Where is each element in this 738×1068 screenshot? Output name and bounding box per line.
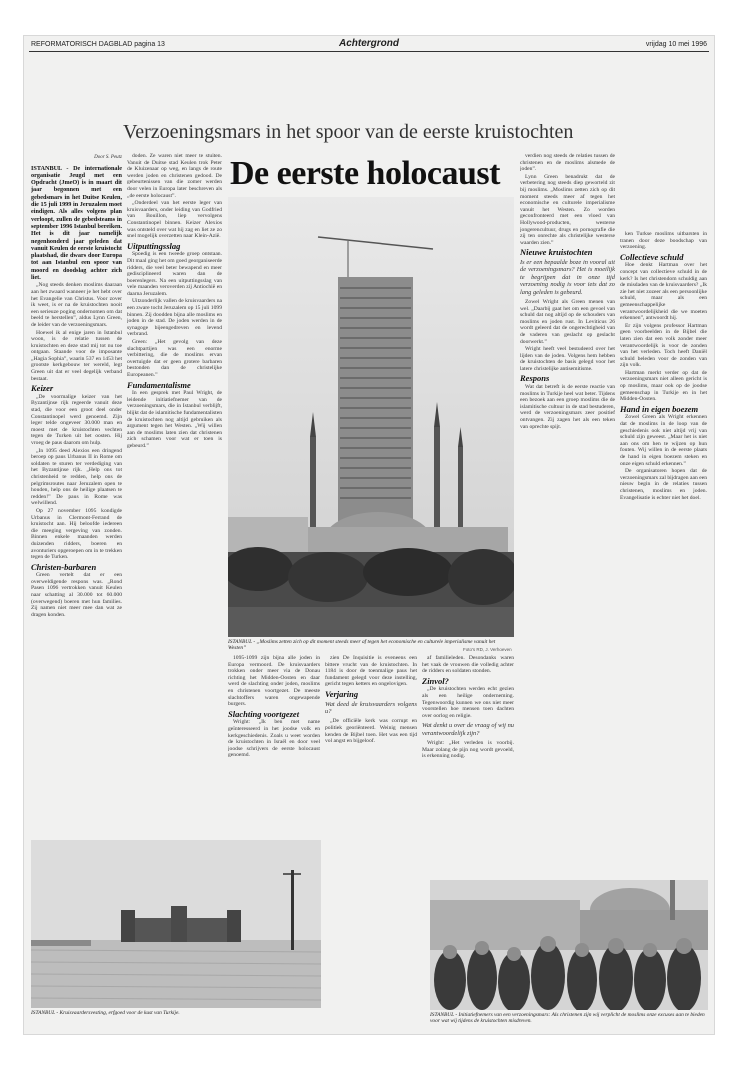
paragraph: Spoedig is een tweede groep ontstaan. Dit maal ging het om goed georganiseerde ridders, die veel beter bewapend en meer gedisciplineerd waren dan de boerenlegers. Na een uitputtingsslag van vele maanden veroverden zij Antiochië en daarna Jeruzalem. <box>127 251 222 297</box>
paragraph: Zowel Wright als Green menen van wel. „Daarbij gaat het om een gevoel van schuld dat nog altijd op de schouders van moslims en joden rust. In Leviticus 26 wordt geleerd dat de ongerechtigheid van de vaderen van geslacht op geslacht doorwerkt.” <box>520 298 615 345</box>
paragraph: „De officiële kerk was corrupt en politiek georiënteerd. Weinig mensen kenden de Bijbel toen. Het was een tijd vol angst en bijgeloof. <box>325 718 417 745</box>
caption-text: ISTANBUL - Kruisvaardersvesting, erfgoed voor de kust van Turkije. <box>31 1010 180 1016</box>
paragraph: zien De Inquisitie is eveneens een bittere vrucht van de kruistochten. In 1184 is door de toenmalige paus het fundament gelegd voor deze instelling, gericht tegen ketters en ongelovigen. <box>325 655 417 688</box>
subheading: Hand in eigen boezem <box>620 403 699 414</box>
skyline-illustration <box>228 197 514 637</box>
crowd-illustration <box>430 880 708 1010</box>
paragraph: Er zijn volgens professor Hartman geen voorbeelden in de Bijbel die laten zien dat een volk zonder meer verantwoordelijk is voor de zonden van het verleden. Toch heeft Daniël schuld beleden voor de zonden van zijn volk. <box>620 322 707 369</box>
subheading: Verjaring <box>325 688 359 699</box>
header-date: vrijdag 10 mei 1996 <box>645 41 707 48</box>
column-6 <box>520 153 615 875</box>
lead-paragraph: ISTANBUL - De internationale organisatie Jeugd met een Opdracht (JmeO) is in maart dit jaar begonnen met een gebedsmars in het Duitse Keulen, die 15 juli 1999 in Jeruzalem moet eindigen. Als alles volgens plan verloopt, zullen de gebedsteams in september 1996 Istanbul bereiken. Het is dit jaar namelijk negenhonderd jaar geleden dat vanuit Keulen de eerste kruistocht plaatshad, die dwars door Europa tot aan Istanbul een spoor van moord en doodslag achter zich liet. <box>31 164 122 282</box>
photo-credit: Foto's RD, J. Verhoeven <box>463 647 512 652</box>
paragraph: Hoewel ik al enige jaren in Istanbul woon, is de relatie tussen de kruistochten en deze stad mij tot nu toe ontgaan. Staande voor de imposante „Hagia Sophia”, waarin 537 en 1453 het grootste kerkgebouw ter wereld, legt Green uit dat er veel degelijk verband bestaat. <box>31 329 122 382</box>
article-headline: De eerste holocaust <box>230 155 500 192</box>
paragraph: In een gesprek met Paul Wright, de leidende initiatiefnemer van de verzoeningsmars, die in Istanbul verblijft, blijkt dat de islamitische fundamentalisten de kruistochten nog altijd gebruiken als argument tegen het Westen. „Wij willen aan de moslims laten zien dat christenen zich schamen voor wat er toen is gebeurd.” <box>127 390 222 449</box>
page-header <box>23 35 715 51</box>
subheading: Collectieve schuld <box>620 251 684 262</box>
interview-question: Wat denkt u over de vraag of wij nu verantwoordelijk zijn? <box>422 722 514 737</box>
paragraph: „De kruistochten werden echt gezien als een heilige onderneming. Tegenwoordig kunnen we ons niet meer voorstellen hoe mensen toen dachten over oorlog en religie. <box>422 686 514 719</box>
column-bottom-4 <box>422 655 514 875</box>
caption-text: ISTANBUL - Initiatiefnemers van een verzoeningsmars: Als christenen zijn wij verplicht de moslims onze excuses aan te bieden voor wat wij tijdens de kruistochten misdreven. <box>430 1012 705 1025</box>
paragraph: Green: „Het gevolg van deze slachtpartijen was een enorme verbittering, die de moslims ervan overtuigde dat er geen grotere barbaren bestonden dan de christelijke Europeanen.” <box>127 339 222 378</box>
subheading: Fundamentalisme <box>127 379 191 390</box>
subheading: Zinvol? <box>422 675 449 686</box>
caption-bottom-left <box>31 1010 321 1020</box>
paragraph: Hoe denkt Hartman over het concept van collectieve schuld in de kerk? Is het christendom schuldig aan de misdaden van de kruisvaarders? „Ik zie het niet zozeer als een persoonlijke schuld, maar als een gemeenschappelijke verantwoordelijkheid die we moeten erkennen”, antwoordt hij. <box>620 262 707 322</box>
paragraph: Wright: „Het verleden is voorbij. Maar zolang de pijn nog wordt gevoeld, is erkenning nodig. <box>422 740 514 760</box>
header-section: Achtergrond <box>339 38 399 49</box>
paragraph: „Onderdeel van het eerste leger van kruisvaarders, onder leiding van Godfried van Bouillon, liep vervolgens Constantinopel binnen. Keizer Alexios was ontsteld over wat hij zag en liet ze zo snel mogelijk overzetten naar Klein-Azië. <box>127 200 222 240</box>
caption-bottom-right <box>430 1012 708 1028</box>
subheading: Slachting voortgezet <box>228 708 300 719</box>
subheading: Nieuwe kruistochten <box>520 247 593 258</box>
paragraph: Wat dat betreft is de eerste reactie van moslims in Turkije heel wat beter. Tijdens een bezoek aan een groep moslims die de islamitische cultuur in de stad bestuderen, werd de verzoeningsmars zeer positief ontvangen. Zij zagen het als een teken van oprechte spijt. <box>520 384 615 430</box>
header-rule <box>29 51 709 52</box>
header-publication: REFORMATORISCH DAGBLAD pagina 13 <box>31 41 165 48</box>
photo-sea-fortress <box>31 840 321 1008</box>
fortress-illustration <box>31 840 321 1008</box>
paragraph: Hartman merkt verder op dat de verzoeningsmars niet alleen gericht is op moslims, maar ook op de joodse gemeenschap in Turkije en in het Midden-Oosten. <box>620 369 707 403</box>
paragraph: Lynn Green benadrukt dat de verbetering nog steeds diep geworteld zit bij moslims. „Moslims zetten zich op dit moment steeds meer af tegen het economische en culturele imperialisme vanuit het Westen. Zo worden geconfronteerd met een vloed van Hollywood-producten, westerse jongerencultuur, drugs en pornografie die zij ten onrechte als christelijke westerse waarden zien.” <box>520 173 615 246</box>
column-bottom-3 <box>325 655 417 1035</box>
subheading: Respons <box>520 373 550 384</box>
paragraph: Wright heeft veel bestudeerd over het lijden van de joden. Volgens hem hebben de kruistochten de basis gelegd voor het latere christelijke antisemitisme. <box>520 346 615 372</box>
paragraph: Uitzonderlijk vallen de kruisvaarders na een zware tocht Jeruzalem op 15 juli 1099 binnen. Zij doodden bijna alle moslims en joden in de stad. De joden werden in de synagoge bijeengedreven en levend verbrand. <box>127 298 222 338</box>
column-1 <box>31 153 122 875</box>
paragraph: Wright: „Ik ben met name geïnteresseerd in het joodse volk en kerkgeschiedenis. Zoals u weet worden de kruistochten in Israël en door veel joodse schrijvers de eerste holocaust genoemd. <box>228 719 320 759</box>
paragraph: Green vertelt dat er een overweldigende respons was. „Rond Pasen 1096 vertrokken vanuit Keulen naar schatting al 30.000 tot 60.000 (overwegend) boeren met hun families. Zij namen niet meer mee dan wat ze dragen konden. <box>31 572 122 618</box>
paragraph: Zowel Green als Wright erkennen dat de moslims in de loop van de geschiedenis ook niet altijd vrij van schuld zijn geweest. „Maar het is niet aan ons om hen te wijzen op hun fouten. Wij willen in de eerste plaats de hand in eigen boezem steken en onze eigen schuld erkennen.” <box>620 414 707 467</box>
column-2 <box>127 153 222 625</box>
interview-question: Is er een bepaalde boze in vooral uit de verzoeningsmars? Het is moeilijk te begrijpen dat in onze tijd verzoening nodig is voor iets dat zo lang geleden is gebeurd. <box>520 258 615 296</box>
paragraph: „In 1095 deed Alexios een dringend beroep op paus Urbanus II in Rome om soldaten te sturen ter verdediging van het Byzantijnse rijk. „Help ons tot christenheid te redden, help ons de pelgrimsroutes naar Jeruzalem open te houden, help ons de heilige plaatsen te redden!” De paus in Rome was welwillend. <box>31 447 122 507</box>
paragraph: verdien nog steeds de relaties tussen de christenen en de moslims alsmede de joden”. <box>520 153 615 173</box>
newspaper-page <box>23 35 715 1035</box>
subheading: Christen-barbaren <box>31 561 97 572</box>
interview-question: Wat deed de kruisvaarders volgens u? <box>325 700 417 715</box>
paragraph: „De voormalige keizer van het Byzantijnse rijk regeerde vanuit deze stad, die voor een groot deel onder Constantinopel werd genoemd. Zijn leger telde ongeveer 30.000 man en moest met de kruistochten vechten tegen de Turken uit het oosten. Hij vroeg de paus daarom om hulp. <box>31 393 122 446</box>
paragraph: af familieleden. Desondanks waren het vaak de vrouwen die volledig achter de ridders en soldaten stonden. <box>422 655 514 675</box>
photo-crowd <box>430 880 708 1010</box>
paragraph: 1095-1099 zijn bijna alle joden in Europa vermoord. De kruisvaarders trokken onder meer via de Donau richting het Midden-Oosten en daar werd de slachting onder joden, moslims en christenen voortgezet. De meeste slachtoffers waren ongewapende burgers. <box>228 655 320 708</box>
photo-istanbul-skyline <box>228 197 514 637</box>
subheading: Uitputtingsslag <box>127 240 181 251</box>
byline: Door S. Peutz <box>94 155 122 160</box>
paragraph: ken Turkse moslims uitbarsten in tranen door deze boodschap van verzoening. <box>620 231 707 251</box>
paragraph: De organisatoren hopen dat de verzoeningsmars zal bijdragen aan een nieuw begin in de relaties tussen christenen, moslims en joden. Evangelisatie is echter niet het doel. <box>620 468 707 501</box>
paragraph: doden. Ze waren niet meer te stuiten. Vanuit de Duitse stad Keulen trok Peter de Kluizenaar op weg, en langs de route werden joden en christenen gedood. De gebeurtenissen van die zomer werden door velen in Europa later beschreven als „de eerste holocaust”. <box>127 153 222 199</box>
subheading: Keizer <box>31 383 54 394</box>
paragraph: „Nog steeds denken moslims daaraan aan het zwaard wanneer je het hebt over het Evangelie van Christus. Voor zover ik weet, is er na de kruistochten nooit een serieuze poging ondernomen om dat beeld te herstellen”, aldus Lynn Green, de leider van de verzoeningsmars. <box>31 282 122 328</box>
column-7 <box>620 231 707 875</box>
caption-text: ISTANBUL - „Moslims zetten zich op dit moment steeds meer af tegen het economische en culturele imperialisme vanuit het Westen” <box>228 639 496 652</box>
article-kicker: Verzoeningsmars in het spoor van de eerste kruistochten <box>123 121 574 143</box>
paragraph: Op 27 november 1095 kondigde Urbanus in Clermont-Ferrand de kruistocht aan. Hij beloofde iedereen die meeging vergeving van zonden. Binnen enkele maanden werden duizenden ridders, boeren en avonturiers opgeroepen om in te trekken tegen de Turken. <box>31 507 122 561</box>
